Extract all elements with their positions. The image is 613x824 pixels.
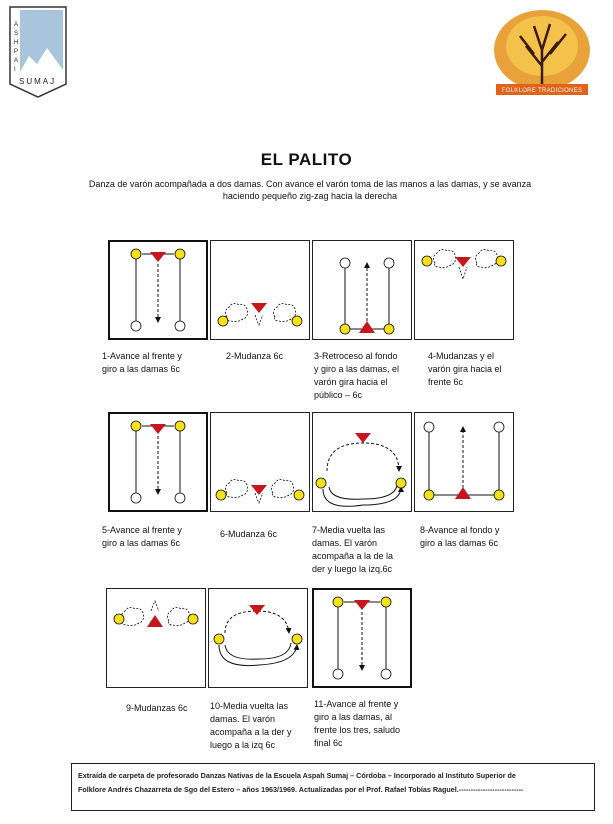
figure-6-diagram [210, 412, 310, 512]
page-title: EL PALITO [260, 150, 353, 169]
figure-1-diagram [108, 240, 208, 340]
svg-text:SUMAJ: SUMAJ [19, 77, 57, 86]
source-note-line-1: Extraída de carpeta de profesorado Danzas Nativas de la Escuela Aspah Sumaj – Córdoba – Incorporado al Instituto Superior de [78, 771, 516, 780]
svg-text:FOLKLORE TRADICIONES: FOLKLORE TRADICIONES [501, 88, 583, 94]
svg-text:P: P [14, 49, 19, 55]
figure-1-caption: 1-Avance al frente y giro a las damas 6c [102, 351, 182, 374]
figure-5-diagram [108, 412, 208, 512]
subtitle-line-1: Danza de varón acompañada a dos damas. Con avance el varón toma de las manos a las damas, y se avanza [88, 179, 532, 189]
figure-3-caption: 3-Retroceso al fondo y giro a las damas, el varón gira hacia el público – 6c [314, 351, 400, 400]
page-subtitle [60, 178, 560, 202]
subtitle-line-2: haciendo pequeño zig-zag hacia la derecha [222, 191, 398, 201]
figure-7-diagram [312, 412, 412, 512]
figure-4-diagram [414, 240, 514, 340]
source-note-line-2: Folklore Andrés Chazarreta de Sgo del Estero – años 1963/1969. Actualizadas por el Prof. Rafael Tobías Raguel.--------------------------- [78, 785, 524, 794]
figure-11-caption: 11-Avance al frente y giro a las damas, al frente los tres, saludo final 6c [314, 699, 401, 748]
folklore-tradiciones-logo [490, 6, 594, 98]
svg-text:A: A [14, 58, 19, 64]
figure-3-diagram [312, 240, 412, 340]
figure-4-caption: 4-Mudanzas y el varón gira hacia el frente 6c [428, 351, 502, 387]
source-note [71, 763, 595, 811]
figure-9-caption: 9-Mudanzas 6c [126, 703, 188, 713]
figure-7-caption: 7-Media vuelta las damas. El varón acompaña a la de la der y luego la izq.6c [312, 525, 394, 574]
svg-text:S: S [14, 31, 19, 37]
ashpai-sumaj-logo [7, 4, 69, 100]
figure-9-diagram [106, 588, 206, 688]
figure-2-caption: 2-Mudanza 6c [226, 351, 284, 361]
svg-text:I: I [14, 67, 16, 73]
figure-5-caption: 5-Avance al frente y giro a las damas 6c [102, 525, 182, 548]
figure-2-diagram [210, 240, 310, 340]
svg-text:A: A [14, 22, 19, 28]
figure-6-caption: 6-Mudanza 6c [220, 529, 278, 539]
figure-8-caption: 8-Avance al fondo y giro a las damas 6c [420, 525, 500, 548]
svg-text:H: H [14, 40, 19, 46]
figure-10-caption: 10-Media vuelta las damas. El varón acompaña a la der y luego a la izq 6c [210, 701, 292, 750]
figure-8-diagram [414, 412, 514, 512]
figure-10-diagram [208, 588, 308, 688]
figure-11-diagram [312, 588, 412, 688]
